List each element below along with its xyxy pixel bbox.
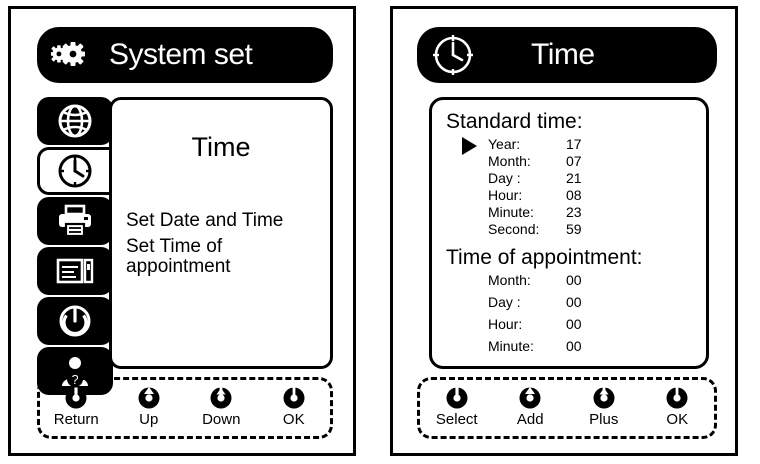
row-value: 00 [566,338,582,354]
page-title: Time [531,38,595,71]
clock-icon [57,153,93,189]
system-set-screen [8,6,356,456]
row-value: 07 [566,153,582,169]
row-value: 21 [566,170,582,186]
row-label: Second: [488,221,540,237]
return-button[interactable] [41,386,111,428]
row-label: Minute: [488,204,534,220]
row-label: Minute: [488,338,534,354]
table-row[interactable] [432,316,706,338]
row-label: Month: [488,153,531,169]
time-title-bar [417,27,717,83]
row-value: 17 [566,136,582,152]
sidebar-item-power[interactable] [37,297,113,345]
sidebar-item-device-settings[interactable] [37,247,113,295]
system-set-title-bar [37,27,333,83]
table-row[interactable] [432,153,706,170]
table-row[interactable] [432,187,706,204]
down-button[interactable] [186,386,256,428]
sidebar-item-printer[interactable] [37,197,113,245]
table-row[interactable] [432,170,706,187]
return-knob-icon [64,386,88,410]
table-row[interactable] [432,221,706,238]
select-button-label: Select [435,411,478,428]
ok-knob-icon [282,386,306,410]
row-label: Day : [488,170,521,186]
time-menu-panel [109,97,333,369]
left-button-bar [37,377,333,439]
down-knob-icon [209,386,233,410]
table-row[interactable] [432,338,706,360]
plus-button-label: Plus [589,411,619,428]
row-value: 59 [566,221,582,237]
sidebar-tabs [37,97,113,397]
row-label: Day : [488,294,521,310]
gears-icon [51,39,95,71]
standard-time-rows [432,136,706,238]
select-button[interactable] [422,386,492,428]
table-row[interactable] [432,204,706,221]
page-title: System set [109,38,253,71]
svg-text:?: ? [71,372,79,387]
sidebar-item-network[interactable] [37,97,113,145]
right-button-bar [417,377,717,439]
row-label: Hour: [488,187,523,203]
up-button[interactable] [114,386,184,428]
up-knob-icon [137,386,161,410]
row-value: 00 [566,294,582,310]
return-button-label: Return [53,411,99,428]
row-value: 00 [566,272,582,288]
time-values-panel [429,97,709,369]
row-label: Hour: [488,316,523,332]
time-screen [390,6,738,456]
add-knob-icon [518,386,542,410]
menu-item-set-time-of-appointment[interactable]: Set Time of appointment [126,236,231,278]
device-settings-icon [56,256,94,286]
add-button[interactable] [495,386,565,428]
ok-button-label: OK [666,411,689,428]
ok-button[interactable] [259,386,329,428]
globe-icon [57,103,93,139]
plus-knob-icon [592,386,616,410]
panel-heading: Time [191,132,251,162]
power-icon [58,304,92,338]
table-row[interactable] [432,294,706,316]
printer-icon [56,204,94,238]
row-label: Year: [488,136,521,152]
row-value: 00 [566,316,582,332]
select-knob-icon [445,386,469,410]
clock-icon [431,33,475,77]
standard-time-label: Standard time: [446,110,583,133]
ok-button[interactable] [642,386,712,428]
appointment-time-rows [432,272,706,360]
row-value: 23 [566,204,582,220]
sidebar-item-time[interactable] [37,147,113,195]
selection-cursor-icon [462,137,477,155]
ok-button-label: OK [282,411,305,428]
plus-button[interactable] [569,386,639,428]
row-label: Month: [488,272,531,288]
ok-knob-icon [665,386,689,410]
down-button-label: Down [202,411,241,428]
add-button-label: Add [516,411,544,428]
row-value: 08 [566,187,582,203]
up-button-label: Up [139,411,159,428]
table-row[interactable] [432,272,706,294]
appointment-time-label: Time of appointment: [446,246,643,269]
menu-item-set-date-and-time[interactable]: Set Date and Time [126,210,284,231]
